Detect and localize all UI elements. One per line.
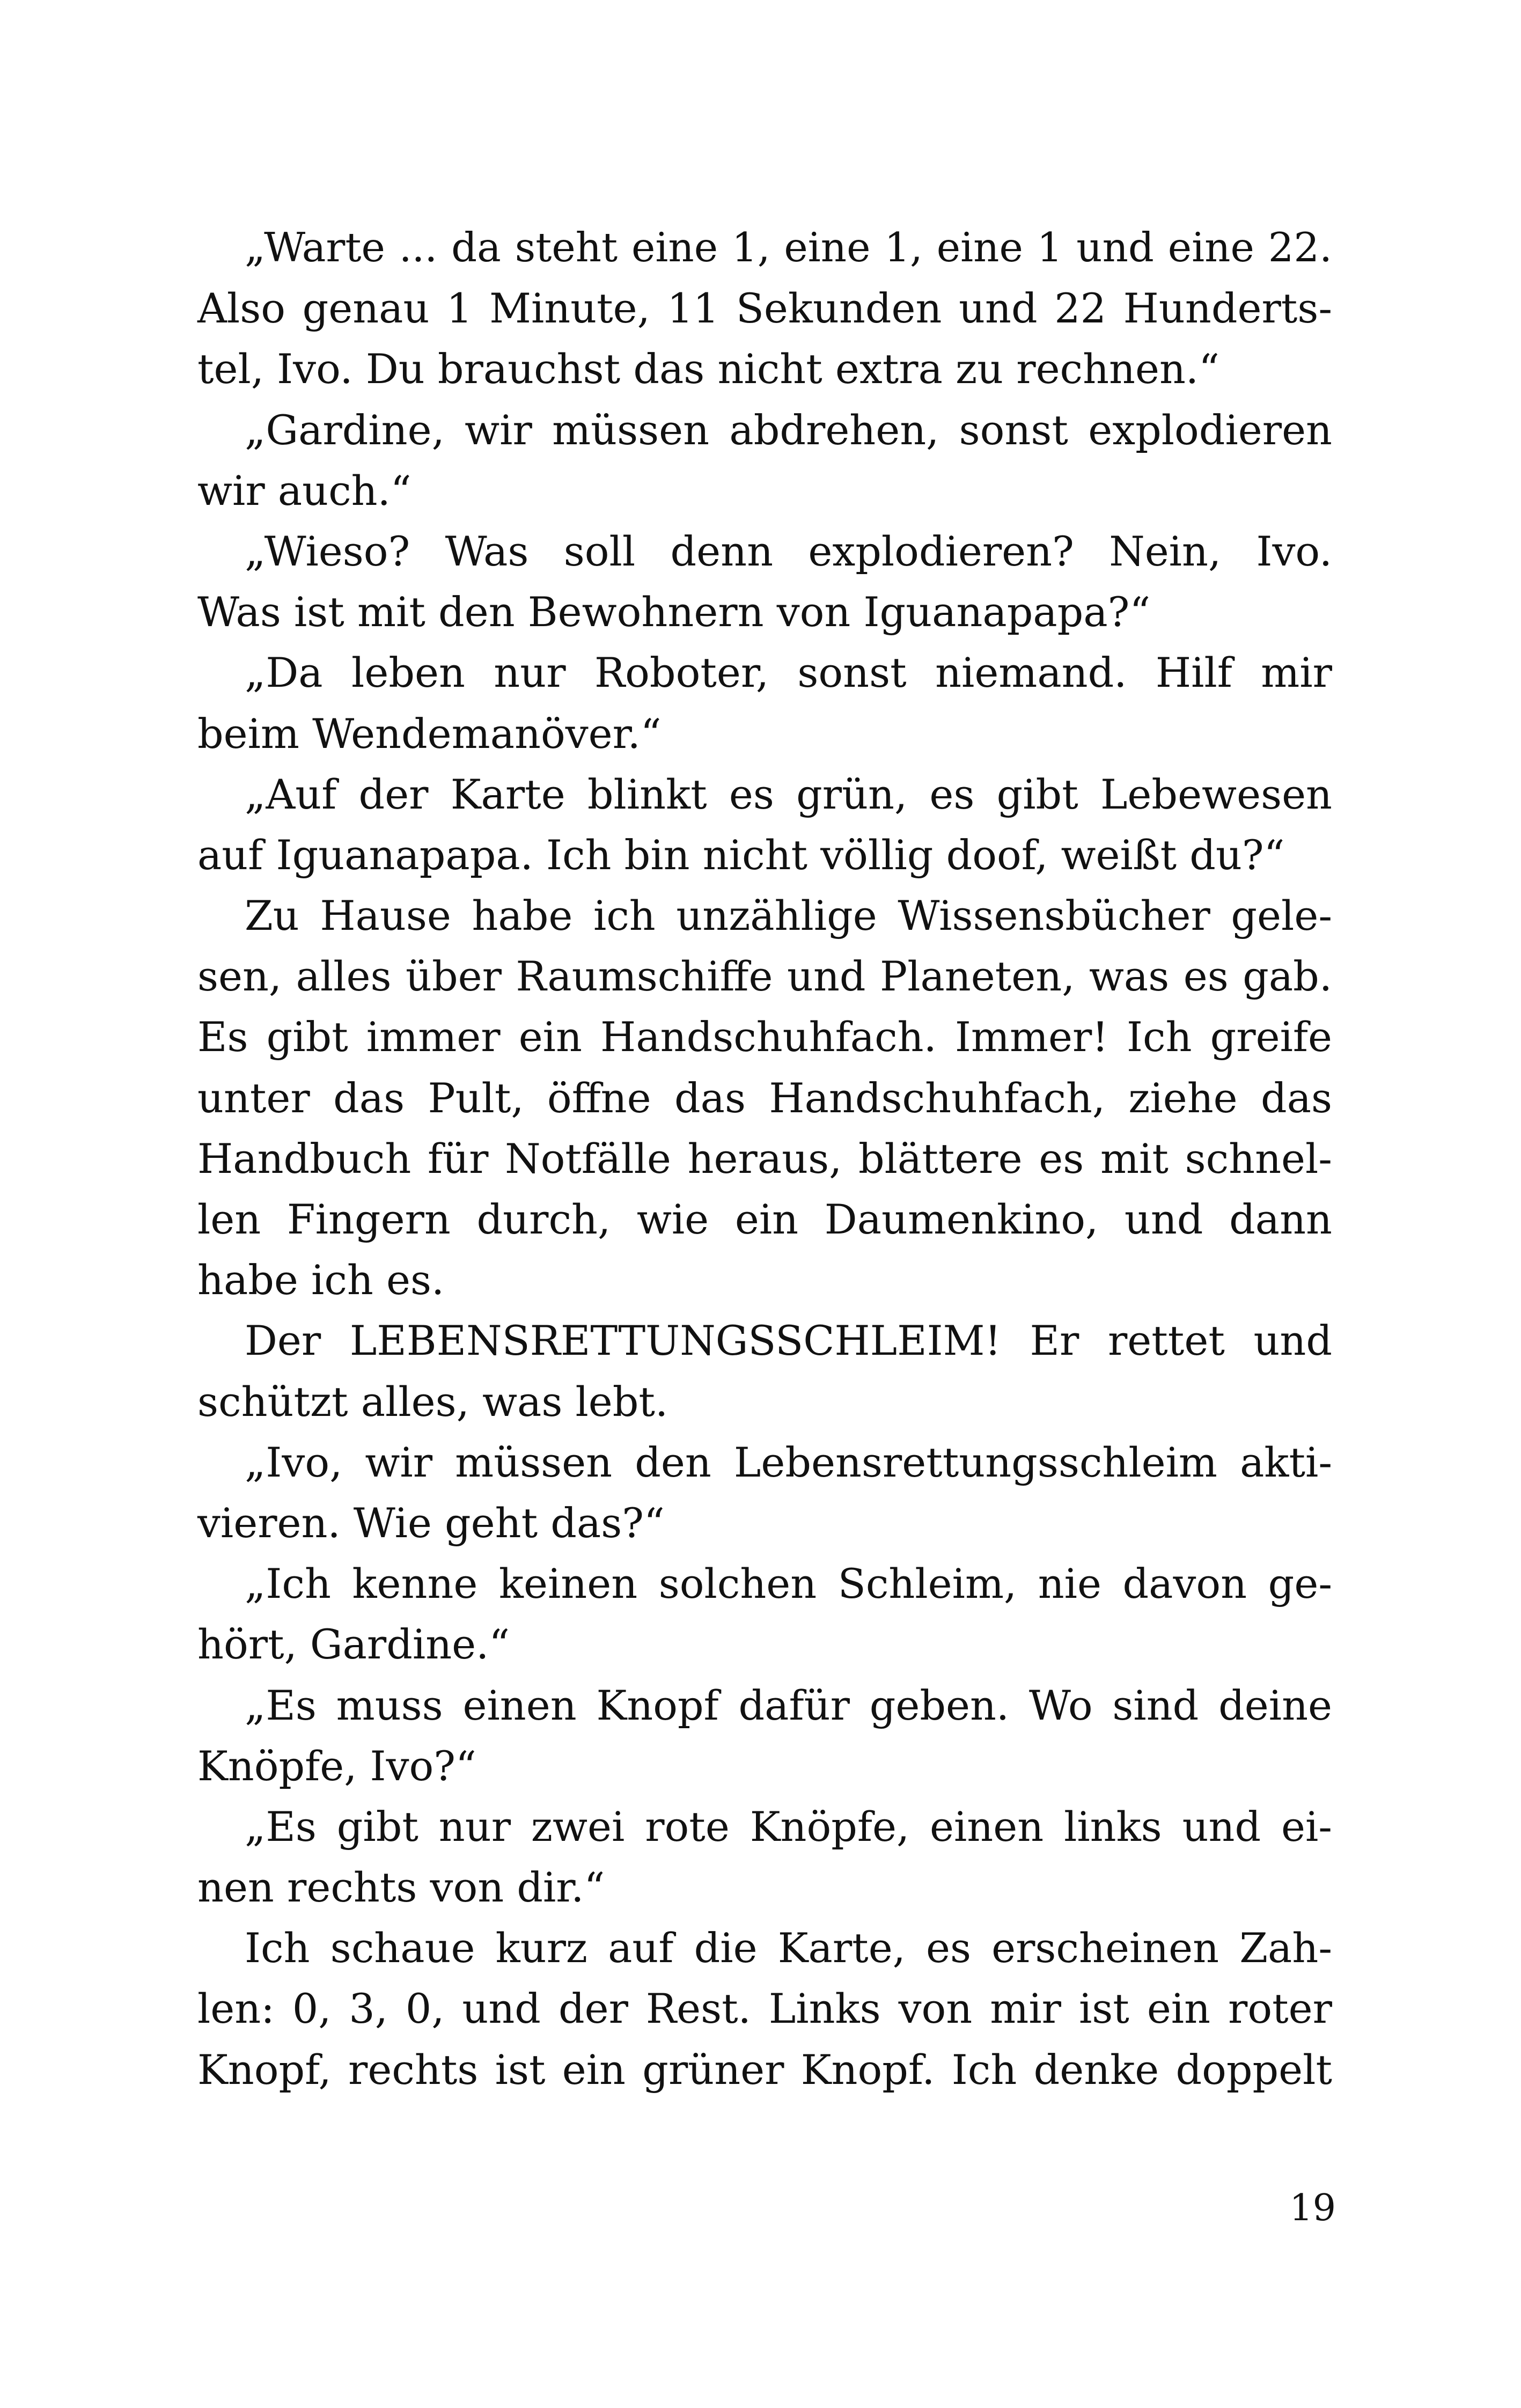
text-line: beim Wendemanöver.“	[197, 709, 662, 758]
text-line: „Da leben nur Roboter, sonst niemand. Hilf mir	[245, 649, 1332, 697]
text-line: „Es muss einen Knopf dafür geben. Wo sind deine	[245, 1681, 1332, 1729]
body-text	[197, 217, 1332, 2100]
text-line: Was ist mit den Bewohnern von Iguanapapa?“	[197, 588, 1151, 636]
text-line: vieren. Wie geht das?“	[197, 1499, 665, 1547]
text-line: „Ivo, wir müssen den Lebensrettungsschleim akti-	[245, 1438, 1332, 1486]
text-line: „Wieso? Was soll denn explodieren? Nein, Ivo.	[245, 527, 1332, 575]
text-line: Knöpfe, Ivo?“	[197, 1742, 476, 1790]
text-line: hört, Gardine.“	[197, 1620, 510, 1669]
text-line: Also genau 1 Minute, 11 Sekunden und 22 Hunderts-	[197, 284, 1332, 333]
text-line: nen rechts von dir.“	[197, 1863, 605, 1912]
text-line: len: 0, 3, 0, und der Rest. Links von mir ist ein roter	[197, 1985, 1332, 2033]
text-line: „Ich kenne keinen solchen Schleim, nie davon ge-	[245, 1560, 1332, 1608]
text-line: „Warte ... da steht eine 1, eine 1, eine 1 und eine 22.	[245, 224, 1332, 271]
text-line: len Fingern durch, wie ein Daumenkino, und dann	[197, 1195, 1332, 1243]
text-line: tel, Ivo. Du brauchst das nicht extra zu rechnen.“	[197, 345, 1219, 393]
text-line: auf Iguanapapa. Ich bin nicht völlig doof, weißt du?“	[197, 831, 1285, 879]
text-line: Ich schaue kurz auf die Karte, es erscheinen Zah-	[245, 1924, 1332, 1972]
text-line: Es gibt immer ein Handschuhfach. Immer! Ich greife	[197, 1013, 1332, 1061]
text-line: schützt alles, was lebt.	[197, 1377, 668, 1426]
text-line: Zu Hause habe ich unzählige Wissensbücher gele-	[245, 892, 1332, 940]
text-line: Der LEBENSRETTUNGSSCHLEIM! Er rettet und	[245, 1317, 1332, 1365]
text-line: „Gardine, wir müssen abdrehen, sonst explodieren	[245, 406, 1332, 454]
text-line: sen, alles über Raumschiffe und Planeten, was es gab.	[197, 952, 1332, 1001]
text-line: „Auf der Karte blinkt es grün, es gibt Lebewesen	[245, 770, 1332, 818]
text-line: habe ich es.	[197, 1256, 445, 1304]
text-line: „Es gibt nur zwei rote Knöpfe, einen links und ei-	[245, 1802, 1332, 1851]
text-line: Knopf, rechts ist ein grüner Knopf. Ich denke doppelt	[197, 2045, 1332, 2094]
text-line: wir auch.“	[197, 466, 412, 515]
text-line: Handbuch für Notfälle heraus, blättere es mit schnel-	[197, 1134, 1332, 1183]
page-number: 19	[1289, 2187, 1336, 2229]
text-line: unter das Pult, öffne das Handschuhfach, ziehe das	[197, 1074, 1332, 1122]
